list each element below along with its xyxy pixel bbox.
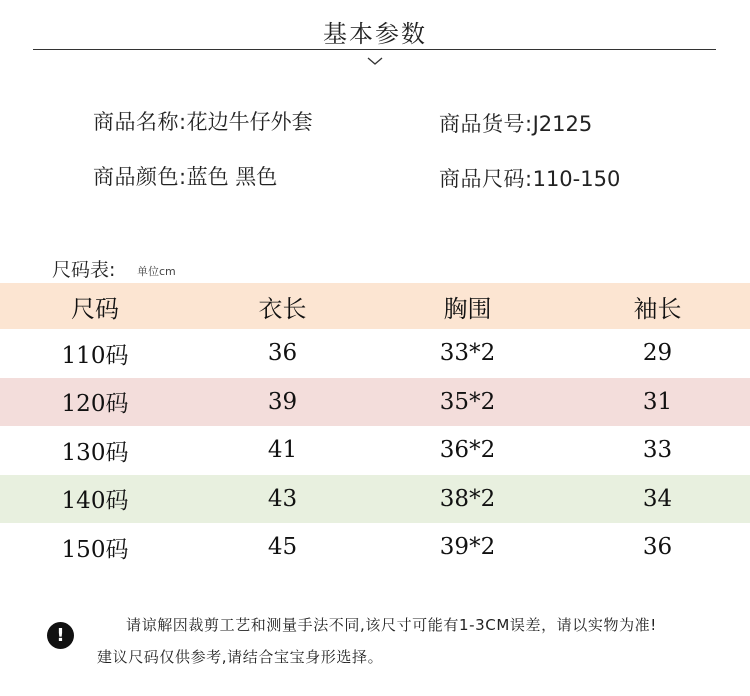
product-sku-info bbox=[439, 108, 592, 138]
cell-chest: 38*2 bbox=[439, 485, 496, 512]
cell-size: 140码 bbox=[61, 488, 129, 515]
product-name-label: 商品名称: bbox=[93, 110, 187, 134]
product-sku-label: 商品货号: bbox=[439, 112, 533, 136]
notice-line-2: 建议尺码仅供参考,请结合宝宝身形选择。 bbox=[97, 648, 384, 666]
product-size-info bbox=[439, 163, 620, 193]
cell-size: 150码 bbox=[61, 536, 129, 563]
cell-size: 110码 bbox=[61, 342, 129, 369]
cell-sleeve: 33 bbox=[642, 437, 673, 464]
product-color-label: 商品颜色: bbox=[93, 165, 187, 189]
section-title: 基本参数 bbox=[323, 20, 427, 48]
cell-sleeve: 36 bbox=[642, 534, 673, 561]
size-table-label: 尺码表: bbox=[52, 259, 116, 281]
product-name-info bbox=[93, 106, 313, 136]
table-row bbox=[0, 329, 750, 378]
cell-length: 36 bbox=[267, 340, 298, 367]
table-row bbox=[0, 523, 750, 572]
column-header-sleeve: 袖长 bbox=[633, 294, 682, 323]
table-header-row bbox=[0, 283, 750, 329]
cell-length: 39 bbox=[267, 388, 298, 415]
product-color-value: 蓝色 黑色 bbox=[186, 165, 278, 189]
table-row bbox=[0, 475, 750, 524]
exclamation-icon: ! bbox=[47, 622, 74, 649]
table-row bbox=[0, 378, 750, 427]
notice-line-1: 请谅解因裁剪工艺和测量手法不同,该尺寸可能有1-3CM误差，请以实物为准! bbox=[126, 616, 657, 634]
cell-sleeve: 31 bbox=[642, 388, 673, 415]
cell-chest: 39*2 bbox=[439, 534, 496, 561]
cell-chest: 35*2 bbox=[439, 388, 496, 415]
cell-length: 45 bbox=[267, 534, 298, 561]
cell-sleeve: 34 bbox=[642, 485, 673, 512]
column-header-size: 尺码 bbox=[71, 294, 119, 323]
product-size-value: 110-150 bbox=[532, 167, 621, 191]
product-color-info bbox=[93, 161, 277, 191]
cell-size: 120码 bbox=[61, 391, 129, 418]
chevron-down-icon bbox=[366, 55, 384, 67]
column-header-length: 衣长 bbox=[258, 294, 307, 323]
size-table-unit: 单位cm bbox=[137, 265, 176, 278]
column-header-chest: 胸围 bbox=[443, 294, 492, 323]
title-divider bbox=[33, 49, 716, 50]
cell-size: 130码 bbox=[61, 439, 129, 466]
table-row bbox=[0, 426, 750, 475]
product-name-value: 花边牛仔外套 bbox=[186, 110, 313, 134]
cell-sleeve: 29 bbox=[642, 340, 673, 367]
cell-chest: 36*2 bbox=[439, 437, 496, 464]
cell-length: 43 bbox=[267, 485, 298, 512]
size-table bbox=[0, 283, 750, 572]
cell-chest: 33*2 bbox=[439, 340, 496, 367]
cell-length: 41 bbox=[267, 437, 298, 464]
product-size-label: 商品尺码: bbox=[439, 167, 533, 191]
product-sku-value: J2125 bbox=[532, 112, 593, 136]
